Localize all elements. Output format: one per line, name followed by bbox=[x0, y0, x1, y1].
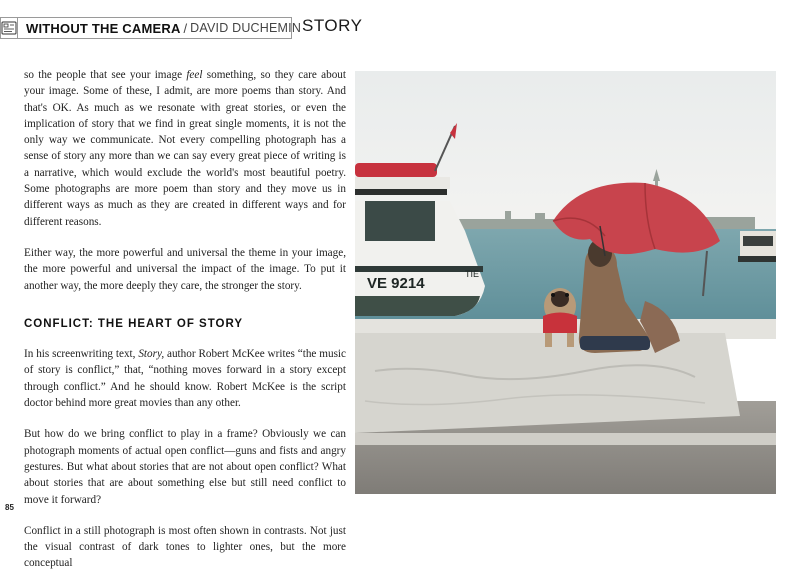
boat-registration: VE 9214 bbox=[367, 275, 425, 292]
section-heading: CONFLICT: THE HEART OF STORY bbox=[24, 317, 244, 330]
header-title-box bbox=[0, 17, 302, 39]
right-boat bbox=[738, 231, 776, 262]
book-title-story: Story, bbox=[138, 348, 165, 361]
paragraph-2: Either way, the more powerful and universal the theme in your image, the more powerful and universal the impact of the image. To put it another way, the more deeply they care, the stronger the story. bbox=[24, 246, 346, 292]
boat-name-partial: TIE bbox=[465, 269, 480, 279]
book-title: WITHOUT THE CAMERA bbox=[26, 20, 181, 36]
venice-umbrella-photo bbox=[355, 71, 776, 494]
paragraph-3: In his screenwriting text, Story, author Robert McKee writes “the music of story is conflict,” that, “nothing moves forward in a story except through conflict.” And he should know. Robert McKee is the script doctor behind more great movies than any other. bbox=[24, 348, 346, 410]
body-text-column bbox=[24, 67, 346, 587]
paragraph-5: Conflict in a still photograph is most often shown in contrasts. Not just the visual contrast of dark tones to lighter ones, but the more conceptual bbox=[24, 524, 346, 570]
emphasis-feel: feel bbox=[186, 69, 203, 81]
page-number: 85 bbox=[5, 503, 14, 512]
section-title: STORY bbox=[302, 16, 363, 35]
paragraph-4: But how do we bring conflict to play in a frame? Obviously we can photograph moments of actual open conflict—guns and fists and angry gestures. But what about stories that are not about open conflict? What about stories that are about something else but still need conflict to move it forward? bbox=[24, 428, 346, 506]
header-separator: / bbox=[183, 20, 188, 36]
book-author: DAVID DUCHEMIN bbox=[190, 21, 302, 35]
book-logo-icon bbox=[1, 18, 18, 38]
paragraph-1: so the people that see your image feel something, so they care about your image. Some of these, I admit, are more poems than story. And that's OK. As much as we resonate with great stories, or even the implication of story that we find in great single moments, it is not the only way we communicate. Not every compelling photograph has a sense of story any more than we can say every great piece of writing is a narrative, which would exclude the world's most beautiful poetry. Some photographs are more poem than story and they move us in different ways as much as they are created in different ways and for different reasons. bbox=[24, 69, 346, 228]
